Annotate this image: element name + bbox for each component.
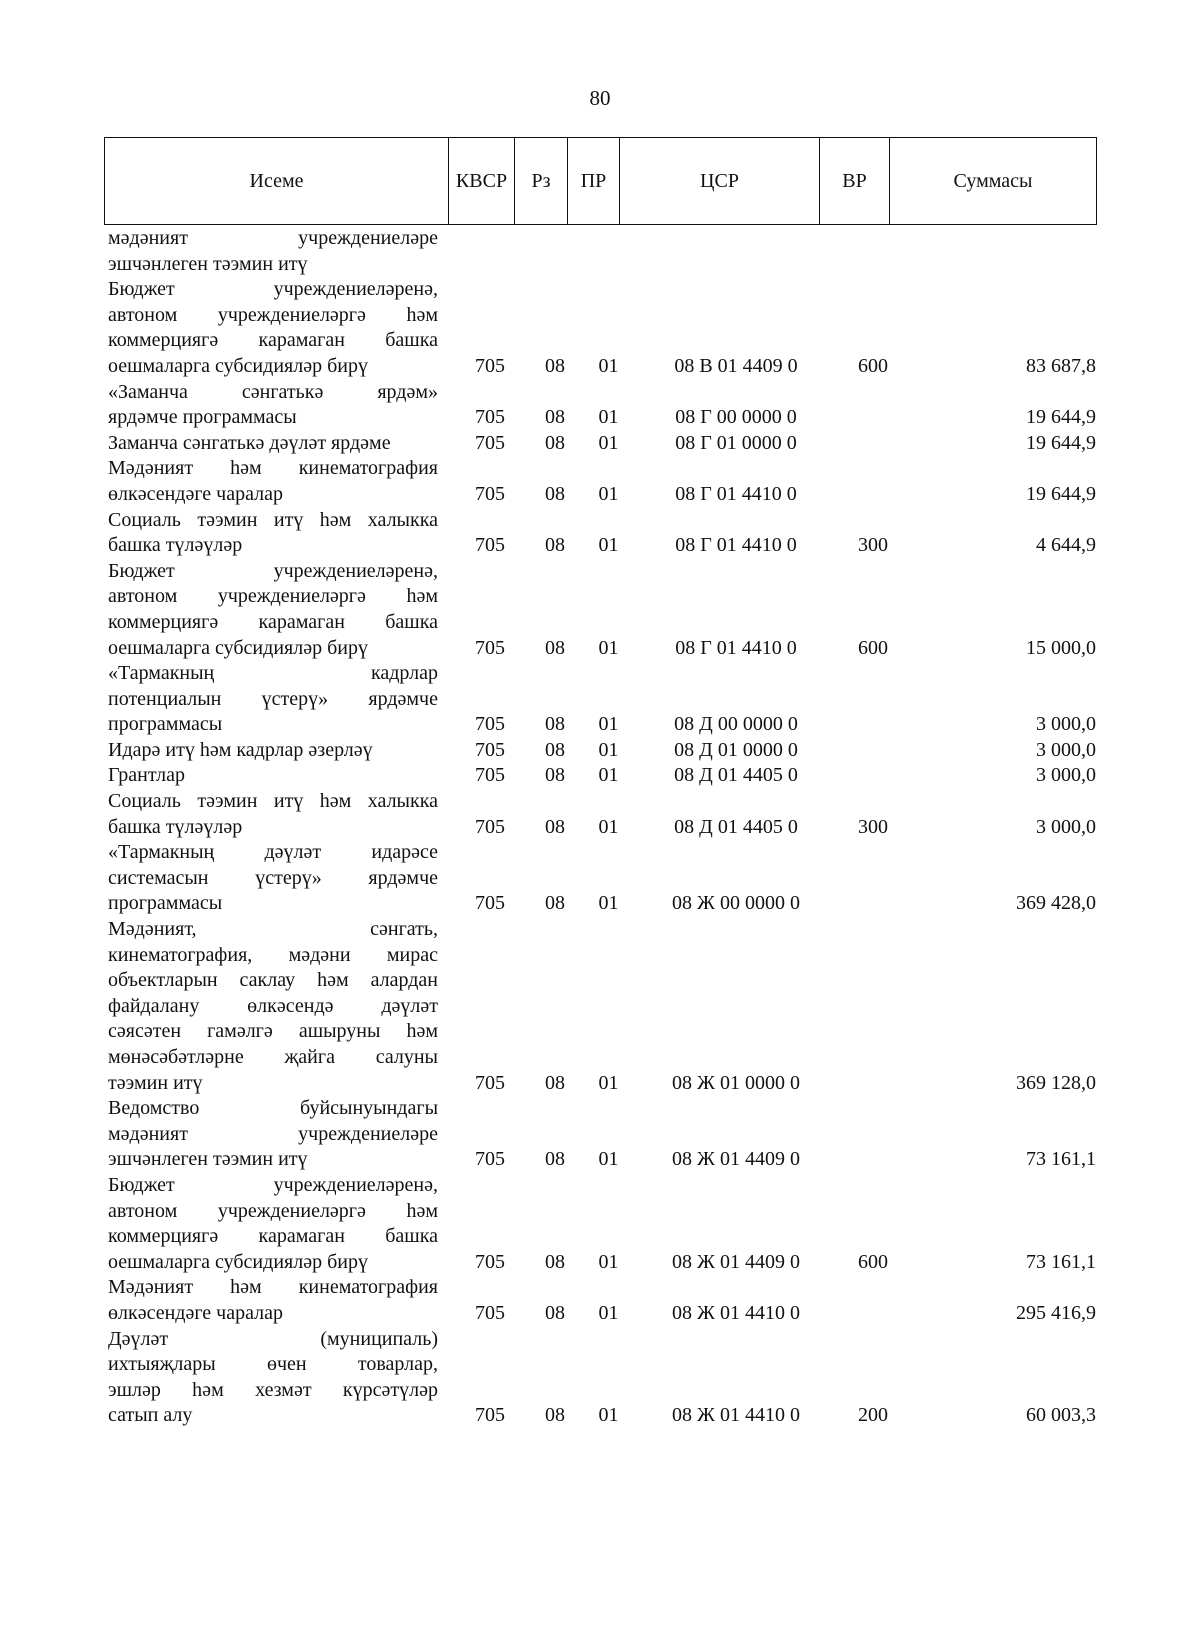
cell-pr: 01 xyxy=(598,738,619,761)
cell-csr: 08 Г 00 0000 0 xyxy=(675,406,797,429)
name-line: коммерциягә карамаган башка xyxy=(108,610,438,633)
header-sum: Суммасы xyxy=(890,138,1097,225)
cell-pr: 01 xyxy=(598,1301,619,1324)
cell-sum: 3 000,0 xyxy=(1036,738,1096,761)
cell-name xyxy=(108,1275,452,1326)
name-line: Социаль тәэмин итү һәм халыкка xyxy=(108,790,438,813)
table-row xyxy=(108,1096,1116,1173)
cell-rz: 08 xyxy=(545,1071,565,1094)
table-row xyxy=(108,917,1116,1096)
name-line: коммерциягә карамаган башка xyxy=(108,1225,438,1248)
header-csr: ЦСР xyxy=(620,138,820,225)
cell-sum: 83 687,8 xyxy=(1026,354,1096,377)
cell-kvsr: 705 xyxy=(475,1404,505,1427)
cell-csr: 08 Ж 00 0000 0 xyxy=(672,892,800,915)
cell-kvsr: 705 xyxy=(475,636,505,659)
table-row xyxy=(108,840,1116,917)
cell-csr: 08 Д 01 4405 0 xyxy=(674,764,798,787)
cell-rz: 08 xyxy=(545,482,565,505)
name-line: ихтыяҗлары өчен товарлар, xyxy=(108,1353,438,1376)
cell-sum: 19 644,9 xyxy=(1026,406,1096,429)
name-line: коммерциягә карамаган башка xyxy=(108,329,438,352)
cell-rz: 08 xyxy=(545,1250,565,1273)
table-row xyxy=(108,1327,1116,1429)
name-line: потенциалын үстерү» ярдәмче xyxy=(108,687,438,710)
cell-csr: 08 Ж 01 0000 0 xyxy=(672,1071,800,1094)
cell-pr: 01 xyxy=(598,1071,619,1094)
cell-rz: 08 xyxy=(545,406,565,429)
cell-csr xyxy=(635,226,837,277)
cell-name xyxy=(108,789,452,840)
cell-rz: 08 xyxy=(545,1301,565,1324)
name-line: Социаль тәэмин итү һәм халыкка xyxy=(108,508,438,531)
name-line: тәэмин итү xyxy=(108,1071,203,1094)
cell-rz: 08 xyxy=(545,713,565,736)
cell-pr: 01 xyxy=(598,406,619,429)
name-line: Идарә итү һәм кадрлар әзерләү xyxy=(108,738,373,761)
cell-csr: 08 Д 01 0000 0 xyxy=(674,738,798,761)
name-line: өлкәсендәге чаралар xyxy=(108,1301,283,1324)
cell-sum: 60 003,3 xyxy=(1026,1404,1096,1427)
header-kvsr: КВСР xyxy=(449,138,515,225)
name-line: өлкәсендәге чаралар xyxy=(108,482,283,505)
table-row xyxy=(108,789,1116,840)
name-line: сатып алу xyxy=(108,1404,193,1427)
budget-table xyxy=(108,226,1116,1429)
cell-csr: 08 Г 01 4410 0 xyxy=(675,534,797,557)
name-line: «Тармакның дәүләт идарәсе xyxy=(108,841,438,864)
cell-sum: 15 000,0 xyxy=(1026,636,1096,659)
name-line: Мәдәният һәм кинематография xyxy=(108,457,438,480)
cell-rz: 08 xyxy=(545,892,565,915)
cell-csr: 08 Г 01 4410 0 xyxy=(675,482,797,505)
cell-pr: 01 xyxy=(598,1404,619,1427)
table-header xyxy=(104,137,1097,225)
cell-pr: 01 xyxy=(598,534,619,557)
cell-sum: 369 128,0 xyxy=(1016,1071,1096,1094)
cell-kvsr: 705 xyxy=(475,892,505,915)
cell-rz: 08 xyxy=(545,354,565,377)
cell-name xyxy=(108,508,452,559)
cell-vr xyxy=(837,661,909,738)
cell-rz: 08 xyxy=(545,1404,565,1427)
name-line: сәясәтен гамәлгә ашыруны һәм xyxy=(108,1020,438,1043)
cell-vr xyxy=(837,226,909,277)
cell-pr: 01 xyxy=(598,764,619,787)
cell-vr xyxy=(837,917,909,1096)
table-row xyxy=(108,738,1116,764)
cell-name xyxy=(108,277,452,379)
cell-csr: 08 Ж 01 4409 0 xyxy=(672,1250,800,1273)
page-number: 80 xyxy=(589,86,611,110)
cell-vr: 300 xyxy=(858,534,888,557)
table-row xyxy=(108,456,1116,507)
cell-vr: 600 xyxy=(858,636,888,659)
table-row xyxy=(108,508,1116,559)
name-line: мәдәният учреждениеләре xyxy=(108,1122,438,1145)
cell-pr: 01 xyxy=(598,636,619,659)
name-line: эшчәнлеген тәэмин итү xyxy=(108,1148,308,1171)
cell-sum: 369 428,0 xyxy=(1016,892,1096,915)
cell-kvsr: 705 xyxy=(475,815,505,838)
cell-csr: 08 Ж 01 4410 0 xyxy=(672,1404,800,1427)
name-line: Дәүләт (муниципаль) xyxy=(108,1327,438,1350)
name-line: Мәдәният һәм кинематография xyxy=(108,1276,438,1299)
cell-rz: 08 xyxy=(545,534,565,557)
cell-vr xyxy=(837,840,909,917)
name-line: Мәдәният, сәнгать, xyxy=(108,918,438,941)
name-line: Бюджет учреждениеләренә, xyxy=(108,559,438,582)
name-line: программасы xyxy=(108,713,223,736)
name-line: оешмаларга субсидияләр бирү xyxy=(108,1250,368,1273)
name-line: автоном учреждениеләргә һәм xyxy=(108,1199,438,1222)
name-line: «Заманча сәнгатькә ярдәм» xyxy=(108,380,438,403)
cell-kvsr: 705 xyxy=(475,738,505,761)
cell-sum: 73 161,1 xyxy=(1026,1250,1096,1273)
cell-csr: 08 В 01 4409 0 xyxy=(674,354,798,377)
cell-name xyxy=(108,456,452,507)
cell-kvsr: 705 xyxy=(475,354,505,377)
cell-kvsr: 705 xyxy=(475,1250,505,1273)
cell-pr: 01 xyxy=(598,431,619,454)
cell-name xyxy=(108,917,452,1096)
name-line: Заманча сәнгатькә дәүләт ярдәме xyxy=(108,431,391,454)
cell-name xyxy=(108,1173,452,1275)
cell-pr: 01 xyxy=(598,482,619,505)
cell-pr: 01 xyxy=(598,713,619,736)
cell-name xyxy=(108,559,452,661)
cell-pr xyxy=(582,226,635,277)
table-row xyxy=(108,431,1116,457)
cell-kvsr: 705 xyxy=(475,713,505,736)
cell-sum: 295 416,9 xyxy=(1016,1301,1096,1324)
name-line: «Тармакның кадрлар xyxy=(108,662,438,685)
cell-rz xyxy=(528,226,582,277)
name-line: Бюджет учреждениеләренә, xyxy=(108,1173,438,1196)
table-row xyxy=(108,763,1116,789)
cell-kvsr: 705 xyxy=(475,482,505,505)
header-rz: Рз xyxy=(515,138,568,225)
cell-rz: 08 xyxy=(545,738,565,761)
cell-pr: 01 xyxy=(598,1250,619,1273)
cell-sum xyxy=(909,226,1116,277)
name-line: эшчәнлеген тәэмин итү xyxy=(108,252,308,275)
cell-name xyxy=(108,1096,452,1173)
cell-kvsr xyxy=(452,226,528,277)
cell-csr: 08 Г 01 0000 0 xyxy=(675,431,797,454)
cell-rz: 08 xyxy=(545,815,565,838)
cell-sum: 73 161,1 xyxy=(1026,1148,1096,1171)
cell-pr: 01 xyxy=(598,815,619,838)
name-line: мөнәсәбәтләрне җайга салуны xyxy=(108,1046,438,1068)
cell-vr xyxy=(837,431,909,457)
header-pr: ПР xyxy=(568,138,620,225)
name-line: кинематография, мәдәни мирас xyxy=(108,943,438,966)
name-line: оешмаларга субсидияләр бирү xyxy=(108,354,368,377)
table-row xyxy=(108,380,1116,431)
cell-sum: 3 000,0 xyxy=(1036,815,1096,838)
table-row xyxy=(108,1275,1116,1326)
cell-csr: 08 Д 01 4405 0 xyxy=(674,815,798,838)
name-line: башка түләүләр xyxy=(108,534,243,557)
cell-name xyxy=(108,840,452,917)
header-name: Исеме xyxy=(105,138,449,225)
cell-name xyxy=(108,1327,452,1429)
name-line: эшләр һәм хезмәт күрсәтүләр xyxy=(108,1378,438,1401)
name-line: системасын үстерү» ярдәмче xyxy=(108,866,438,889)
cell-vr xyxy=(837,763,909,789)
name-line: Ведомство буйсынуындагы xyxy=(108,1097,438,1120)
table-row xyxy=(108,1173,1116,1275)
cell-vr xyxy=(837,738,909,764)
cell-kvsr: 705 xyxy=(475,431,505,454)
cell-vr: 300 xyxy=(858,815,888,838)
cell-sum: 4 644,9 xyxy=(1036,534,1096,557)
name-line: башка түләүләр xyxy=(108,815,243,838)
name-line: оешмаларга субсидияләр бирү xyxy=(108,636,368,659)
cell-csr: 08 Ж 01 4410 0 xyxy=(672,1301,800,1324)
cell-name xyxy=(108,226,452,277)
name-line: мәдәният учреждениеләре xyxy=(108,227,438,249)
cell-name xyxy=(108,661,452,738)
header-vr: ВР xyxy=(820,138,890,225)
cell-sum: 3 000,0 xyxy=(1036,713,1096,736)
cell-sum: 19 644,9 xyxy=(1026,482,1096,505)
cell-kvsr: 705 xyxy=(475,406,505,429)
cell-rz: 08 xyxy=(545,636,565,659)
cell-name xyxy=(108,738,452,764)
table-row xyxy=(108,661,1116,738)
name-line: объектларын саклау һәм алардан xyxy=(108,969,438,992)
cell-pr: 01 xyxy=(598,892,619,915)
cell-vr: 600 xyxy=(858,1250,888,1273)
cell-csr: 08 Ж 01 4409 0 xyxy=(672,1148,800,1171)
cell-sum: 3 000,0 xyxy=(1036,764,1096,787)
name-line: файдалану өлкәсендә дәүләт xyxy=(108,994,438,1017)
cell-pr: 01 xyxy=(598,354,619,377)
cell-kvsr: 705 xyxy=(475,764,505,787)
cell-name xyxy=(108,380,452,431)
cell-csr: 08 Г 01 4410 0 xyxy=(675,636,797,659)
table-row xyxy=(108,226,1116,277)
cell-csr: 08 Д 00 0000 0 xyxy=(674,713,798,736)
name-line: автоном учреждениеләргә һәм xyxy=(108,303,438,326)
cell-vr: 200 xyxy=(858,1404,888,1427)
cell-kvsr: 705 xyxy=(475,1148,505,1171)
table-row xyxy=(108,559,1116,661)
cell-name xyxy=(108,431,452,457)
cell-rz: 08 xyxy=(545,1148,565,1171)
name-line: автоном учреждениеләргә һәм xyxy=(108,585,438,608)
cell-kvsr: 705 xyxy=(475,1301,505,1324)
name-line: ярдәмче программасы xyxy=(108,406,297,429)
cell-name xyxy=(108,763,452,789)
cell-sum: 19 644,9 xyxy=(1026,431,1096,454)
name-line: программасы xyxy=(108,892,223,915)
cell-kvsr: 705 xyxy=(475,534,505,557)
cell-kvsr: 705 xyxy=(475,1071,505,1094)
cell-rz: 08 xyxy=(545,431,565,454)
cell-rz: 08 xyxy=(545,764,565,787)
cell-vr xyxy=(837,1096,909,1173)
cell-vr xyxy=(837,456,909,507)
cell-vr xyxy=(837,380,909,431)
cell-vr: 600 xyxy=(858,354,888,377)
name-line: Грантлар xyxy=(108,764,185,787)
name-line: Бюджет учреждениеләренә, xyxy=(108,278,438,301)
cell-vr xyxy=(837,1275,909,1326)
cell-pr: 01 xyxy=(598,1148,619,1171)
table-row xyxy=(108,277,1116,379)
